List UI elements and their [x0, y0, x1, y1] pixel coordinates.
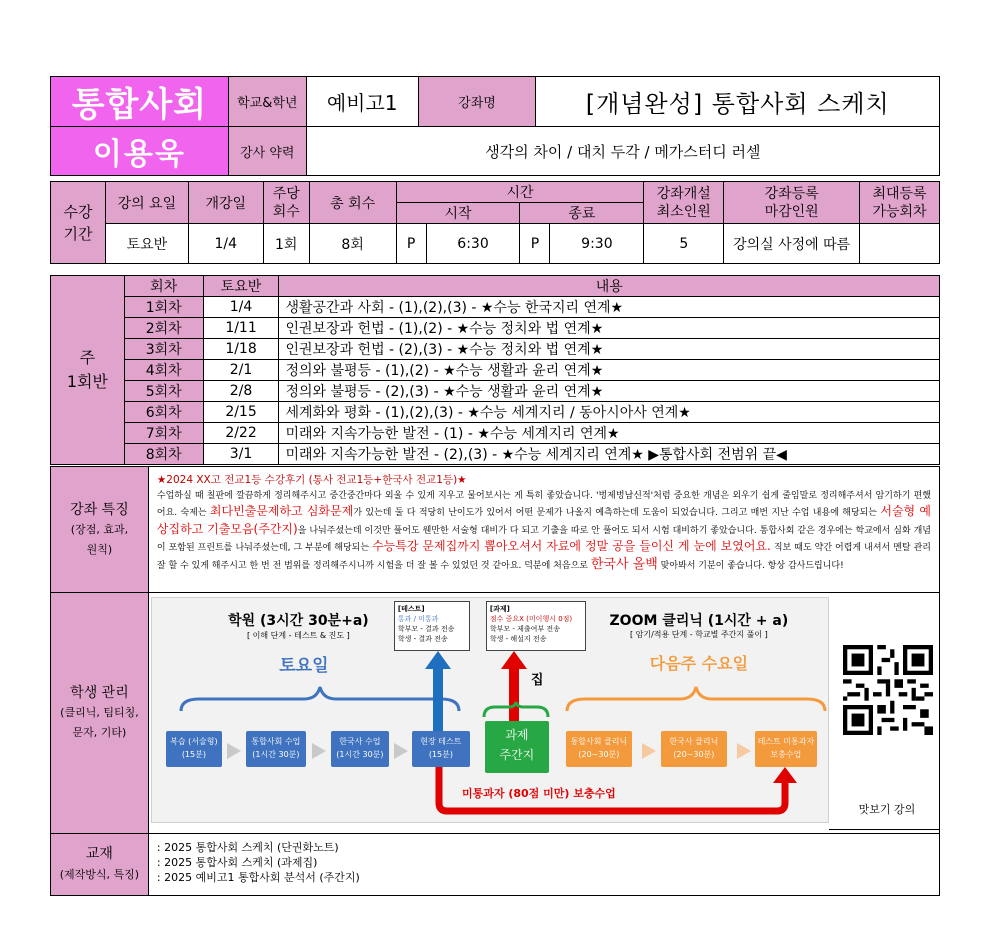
content-cell: 정의와 불평등 - (2),(3) - ★수능 생활과 윤리 연계★: [279, 381, 940, 402]
school-grade-label: 학교&학년: [228, 77, 306, 127]
step-line: 현장 테스트: [420, 737, 462, 746]
step-line: (15분): [181, 750, 206, 759]
date-cell: 1/18: [203, 339, 279, 360]
review-highlight: 수능특강 문제집까지 뽑아오셔서 자료에 정말 공을 들이신 게 눈에 보였어요.: [372, 539, 771, 553]
col-saturday-header: 토요반: [203, 276, 279, 297]
col-session-header: 회차: [124, 276, 203, 297]
session-cell: 8회차: [124, 444, 203, 465]
next-wednesday-label: 다음주 수요일: [649, 654, 749, 673]
content-cell: 인권보장과 헌법 - (2),(3) - ★수능 정치와 법 연계★: [279, 339, 940, 360]
course-name-label: 강좌명: [418, 77, 536, 127]
course-header: [50, 76, 940, 176]
textbook-item: : 2025 예비고1 통합사회 분석서 (주간지): [156, 871, 360, 884]
subject-title: 통합사회: [51, 77, 229, 127]
test-box-line: 학생 - 결과 전송: [397, 635, 448, 643]
date-cell: 1/4: [203, 297, 279, 318]
step-arrow: [312, 743, 326, 759]
zoom-social-clinic-box: [566, 731, 632, 767]
step-arrow: [394, 743, 408, 759]
management-label: 학생 관리: [70, 685, 129, 701]
hw-center-line: 과제: [505, 728, 529, 742]
zoom-step-line: 테스트 미통과자: [757, 737, 815, 746]
features-label: 강좌 특징: [70, 501, 129, 518]
review-title: ★2024 XX고 전교1등 수강후기 (통사 전교1등+한국사 전교1등)★: [156, 474, 467, 486]
academy-subtitle: [ 이해 단계 - 테스트 & 진도 ]: [247, 631, 350, 640]
details-table: [50, 466, 940, 896]
textbooks-cell: [148, 834, 939, 896]
step-test-box: [412, 731, 470, 767]
step-social-class-box: [246, 731, 306, 767]
hw-box-line: 학생 - 해설지 전송: [489, 635, 547, 643]
step-line: (15분): [428, 750, 453, 759]
management-sublabel: (클리닉, 팀티칭, 문자, 기타): [60, 706, 139, 739]
textbooks-label-cell: [51, 834, 149, 896]
session-cell: 2회차: [124, 318, 203, 339]
zoom-step-line: (20~30분): [673, 750, 715, 759]
reg-deadline-value: 강의실 사정에 따름: [724, 224, 860, 264]
features-sublabel: (장점, 효과, 원칙): [70, 522, 129, 556]
content-cell: 미래와 지속가능한 발전 - (1) - ★수능 세계지리 연계★: [279, 423, 940, 444]
step-arrow: [642, 743, 656, 759]
session-cell: 6회차: [124, 402, 203, 423]
day-value: 토요반: [105, 224, 188, 264]
review-text: 맞아봐서 기분이 좋습니다. 항상 감사드립니다!: [657, 560, 844, 571]
step-line: 복습 (서술형): [170, 737, 218, 746]
review-body: [157, 489, 931, 575]
fail-supplement-label: 미통과자 (80점 미만) 보충수업: [449, 785, 629, 801]
date-cell: 2/22: [203, 423, 279, 444]
weekly-header: 주당 회수: [263, 182, 309, 224]
review-highlight: 최다빈출문제하고 심화문제: [209, 504, 354, 518]
start-time: 6:30: [426, 224, 520, 264]
test-box-line: 학부모 - 결과 전송: [397, 625, 455, 633]
management-cell: [148, 593, 939, 834]
content-cell: 생활공간과 사회 - (1),(2),(3) - ★수능 한국지리 연계★: [279, 297, 940, 318]
step-line: (1시간 30분): [336, 750, 384, 759]
management-label-cell: [51, 593, 149, 834]
test-box-title: [테스트]: [397, 605, 425, 613]
content-cell: 정의와 불평등 - (1),(2) - ★수능 생활과 윤리 연계★: [279, 360, 940, 381]
col-content-header: 내용: [279, 276, 940, 297]
session-cell: 4회차: [124, 360, 203, 381]
home-label: 집: [530, 673, 544, 688]
step-line: 한국사 수업: [339, 737, 381, 746]
wednesday-brace: [565, 683, 827, 713]
blue-up-arrow: [425, 651, 451, 731]
start-date-header: 개강일: [188, 182, 263, 224]
course-name-value: [개념완성] 통합사회 스케치: [536, 77, 940, 127]
review-highlight: 서술형 예상집하고 기출모음(주간지): [156, 504, 932, 536]
date-cell: 2/1: [203, 360, 279, 381]
time-end-header: 종료: [520, 203, 644, 224]
step-arrow: [737, 743, 751, 759]
zoom-step-line: 한국사 클리닉: [669, 737, 719, 746]
zoom-title: ZOOM 클리닉 (1시간 + a): [609, 613, 789, 629]
management-diagram: [149, 593, 939, 833]
preview-divider: [829, 829, 939, 830]
max-sessions-header: 최대등록 가능회차: [860, 182, 940, 224]
zoom-history-clinic-box: [661, 731, 727, 767]
day-header: 강의 요일: [105, 182, 188, 224]
saturday-brace: [179, 683, 461, 713]
date-cell: 3/1: [203, 444, 279, 465]
total-value: 8회: [309, 224, 396, 264]
hw-center-line: 주간지: [499, 748, 535, 762]
total-header: 총 회수: [309, 182, 396, 224]
homework-weekly-box: [485, 721, 549, 773]
end-ampm: P: [520, 224, 550, 264]
date-cell: 2/15: [203, 402, 279, 423]
schedule-table: [50, 181, 940, 264]
zoom-supplement-box: [755, 731, 817, 767]
end-time: 9:30: [550, 224, 644, 264]
curriculum-table: [50, 275, 940, 465]
max-sessions-value: [860, 224, 940, 264]
date-cell: 2/8: [203, 381, 279, 402]
date-cell: 1/11: [203, 318, 279, 339]
content-cell: 미래와 지속가능한 발전 - (2),(3) - ★수능 세계지리 연계★ ▶통합사회 전범위 끝◀: [279, 444, 940, 465]
textbooks-sublabel: (제작방식, 특징): [59, 868, 140, 881]
time-start-header: 시작: [396, 203, 520, 224]
hw-box-title: [과제]: [489, 605, 510, 613]
session-cell: 3회차: [124, 339, 203, 360]
review-text: 가 있는데 둘 다 적당히 난이도가 있어서 어떤 문제가 나올지 예측하는데 도움이 되었습니다. 그리고 매번 지난 수업 내용에 해당되는: [353, 508, 881, 518]
weekly-value: 1회: [263, 224, 309, 264]
zoom-step-line: (20~30분): [578, 750, 620, 759]
academy-title: 학원 (3시간 30분+a): [228, 613, 369, 629]
textbooks-label: 교재: [85, 846, 113, 862]
hw-box-line: 점수 중요X (미이행시 0점): [489, 615, 573, 623]
step-line: (1시간 30분): [252, 750, 300, 759]
green-bracket: [481, 701, 551, 719]
curriculum-side-label: 주 1회반: [51, 276, 125, 465]
features-label-cell: [51, 467, 149, 593]
review-text: 을 나눠주셨는데 이것만 풀어도 웬만한 서술형 대비가 다 되고 기출을 따로 안 풀어도 되서 시험 대비하기 좋았습니다. 통합사회 같은 경우에는 학교에서 심화 개념이 포함된 프린트를 나눠주셨는데, 그 부분에 해당되는: [156, 525, 931, 553]
review-cell: [148, 467, 939, 593]
content-cell: 인권보장과 헌법 - (1),(2) - ★수능 정치와 법 연계★: [279, 318, 940, 339]
period-label: 수강 기간: [51, 182, 106, 264]
session-cell: 7회차: [124, 423, 203, 444]
saturday-label: 토요일: [279, 656, 329, 676]
zoom-step-line: 보충수업: [770, 750, 802, 759]
review-highlight: 한국사 올백: [590, 556, 658, 572]
qr-code-icon[interactable]: [843, 645, 933, 735]
preview-label: 맛보기 강의: [858, 803, 916, 816]
start-date-value: 1/4: [188, 224, 263, 264]
textbook-item: : 2025 통합사회 스케치 (과제집): [156, 856, 318, 869]
session-cell: 5회차: [124, 381, 203, 402]
step-arrow: [227, 743, 241, 759]
zoom-subtitle: [ 암기/적용 단계 - 학교별 주간지 풀이 ]: [629, 630, 768, 639]
reg-deadline-header: 강좌등록 마감인원: [724, 182, 860, 224]
homework-info-box: [486, 601, 586, 651]
min-students-header: 강좌개설 최소인원: [644, 182, 724, 224]
hw-box-line: 학부모 - 제출여부 전송: [489, 625, 560, 633]
review-text: 수업하실 때 칠판에 깔끔하게 정리해주시고 중간중간마다 외울 수 있게 지우고 물어보시는 게 특히 좋았습니다. '벙제벙남신적'처럼 중요한 개념은 외우기 쉽게 줄임말로 정리해주셔서 암기하기 편했어요. 숙제는: [156, 490, 931, 518]
zoom-step-line: 통합사회 클리닉: [570, 737, 628, 746]
session-cell: 1회차: [124, 297, 203, 318]
test-info-box: [394, 601, 470, 651]
min-students-value: 5: [644, 224, 724, 264]
step-review-box: [166, 731, 222, 767]
school-grade-value: 예비고1: [306, 77, 418, 127]
test-box-line: 통과 / 미통과: [397, 615, 439, 623]
career-label: 강사 약력: [228, 127, 306, 176]
step-line: 통합사회 수업: [251, 737, 301, 746]
start-ampm: P: [396, 224, 426, 264]
review-text: 직보 때도 약간 어렵게 내셔서 멘탈 관리 잘 할 수 있게 해주시고 한 번 전 범위를 정리해주시니까 시험을 더 잘 볼 수 있었던 것 같아요. 덕분에 처음으로: [156, 543, 931, 571]
time-header: 시간: [396, 182, 644, 203]
teacher-name: 이용욱: [51, 127, 229, 176]
career-value: 생각의 차이 / 대치 두각 / 메가스터디 러셀: [306, 127, 939, 176]
content-cell: 세계화와 평화 - (1),(2),(3) - ★수능 세계지리 / 동아시아사 연계★: [279, 402, 940, 423]
step-history-class-box: [331, 731, 389, 767]
textbook-item: : 2025 통합사회 스케치 (단권화노트): [156, 841, 339, 854]
